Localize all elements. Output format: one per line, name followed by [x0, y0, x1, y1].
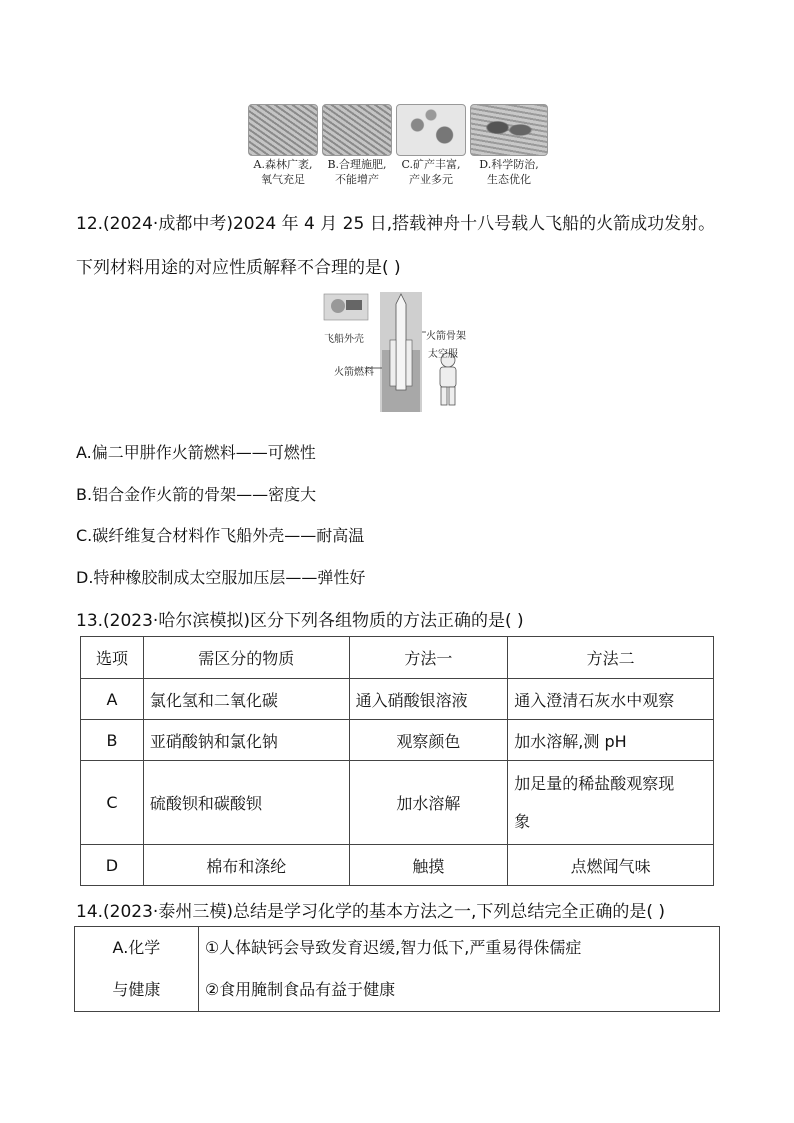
cell-substances: 棉布和涤纶: [143, 845, 349, 886]
table-header-row: [81, 637, 714, 679]
cell-method-1: 触摸: [349, 845, 508, 886]
cell-category: A.化学 与健康: [75, 927, 199, 1012]
q12-option-d: D.特种橡胶制成太空服加压层——弹性好: [76, 568, 366, 587]
label-rocket-frame: 火箭骨架: [426, 331, 466, 342]
label-rocket-fuel: 火箭燃料: [334, 367, 374, 378]
cell-option: C: [81, 761, 144, 845]
cell-method-1: 加水溶解: [349, 761, 508, 845]
q12-stem-line1: 12.(2024·成都中考)2024 年 4 月 25 日,搭载神舟十八号载人飞船的火箭成功发射。: [76, 214, 716, 234]
table-row: [81, 845, 714, 886]
q12-option-c: C.碳纤维复合材料作飞船外壳——耐高温: [76, 526, 365, 545]
q13-stem: 13.(2023·哈尔滨模拟)区分下列各组物质的方法正确的是( ): [76, 611, 524, 631]
minerals-photo: [396, 104, 466, 156]
q14-table: [74, 926, 720, 1012]
caption-a: A.森林广袤, 氧气充足: [253, 158, 313, 186]
forest-photo: [248, 104, 318, 156]
label-spacesuit: 太空服: [428, 349, 458, 360]
cell-method-1: 观察颜色: [349, 720, 508, 761]
cell-substances: 亚硝酸钠和氯化钠: [143, 720, 349, 761]
q12-option-b: B.铝合金作火箭的骨架——密度大: [76, 485, 317, 504]
cell-option: B: [81, 720, 144, 761]
caption-d: D.科学防治, 生态优化: [479, 158, 539, 186]
header-substances: 需区分的物质: [143, 637, 349, 679]
cell-method-2: 通入澄清石灰水中观察: [508, 679, 714, 720]
table-row: [75, 927, 720, 1012]
header-method-1: 方法一: [349, 637, 508, 679]
caption-b: B.合理施肥, 不能增产: [327, 158, 387, 186]
statement-2: ②食用腌制食品有益于健康: [204, 980, 396, 999]
cell-option: D: [81, 845, 144, 886]
q14-stem: 14.(2023·泰州三模)总结是学习化学的基本方法之一,下列总结完全正确的是( ): [76, 902, 666, 922]
q12-stem-line2: 下列材料用途的对应性质解释不合理的是( ): [76, 258, 401, 278]
label-spacecraft-shell: 飞船外壳: [324, 334, 364, 345]
header-option: 选项: [81, 637, 144, 679]
table-row: [81, 761, 714, 845]
q12-option-a: A.偏二甲肼作火箭燃料——可燃性: [76, 443, 316, 462]
cell-method-2: 加水溶解,测 pH: [508, 720, 714, 761]
table-row: [81, 720, 714, 761]
cell-option: A: [81, 679, 144, 720]
farmland-photo: [322, 104, 392, 156]
table-row: [81, 679, 714, 720]
header-method-2: 方法二: [508, 637, 714, 679]
cell-method-2: 点燃闻气味: [508, 845, 714, 886]
statement-1: ①人体缺钙会导致发育迟缓,智力低下,严重易得侏儒症: [204, 938, 582, 957]
cell-substances: 氯化氢和二氧化碳: [143, 679, 349, 720]
cell-statements: [198, 927, 719, 1012]
cell-method-1: 通入硝酸银溶液: [349, 679, 508, 720]
pest-control-photo: [470, 104, 548, 156]
cell-substances: 硫酸钡和碳酸钡: [143, 761, 349, 845]
q13-table: [80, 636, 714, 886]
caption-c: C.矿产丰富, 产业多元: [401, 158, 461, 186]
cell-method-2: 加足量的稀盐酸观察现 象: [508, 761, 714, 845]
